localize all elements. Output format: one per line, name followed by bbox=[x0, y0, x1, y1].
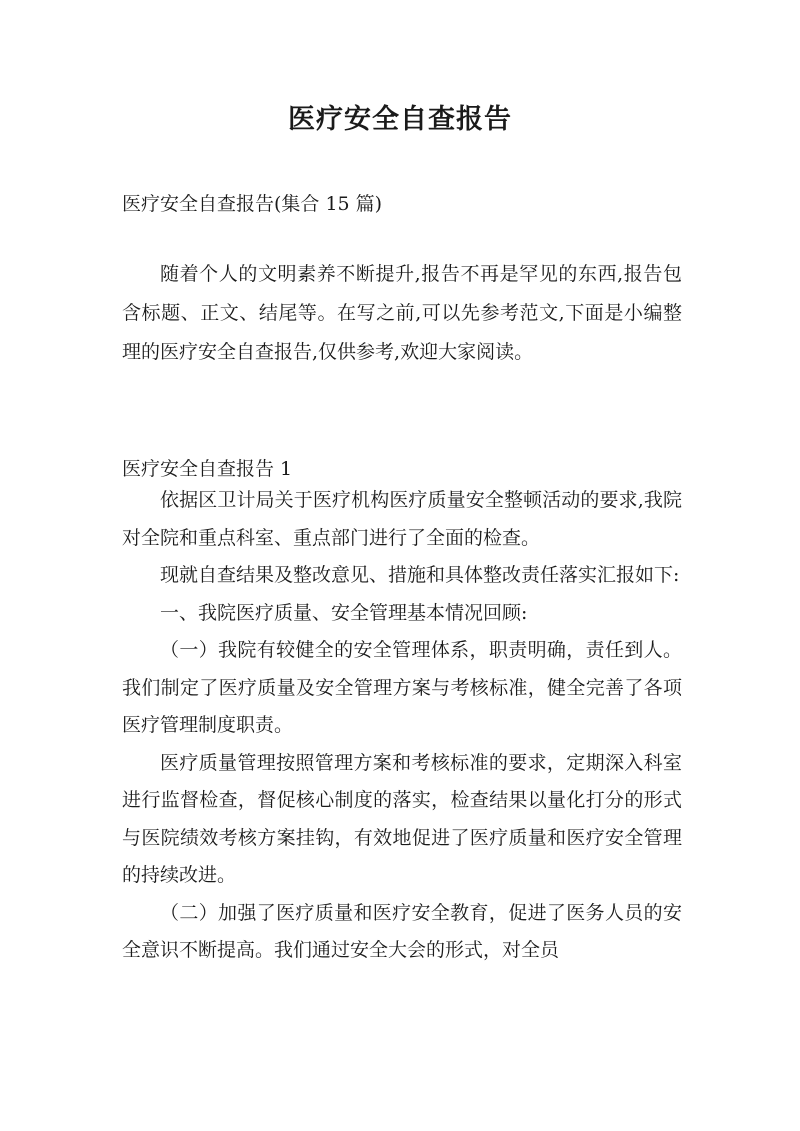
intro-paragraph: 随着个人的文明素养不断提升,报告不再是罕见的东西,报告包含标题、正文、结尾等。在写之前,可以先参考范文,下面是小编整理的医疗安全自查报告,仅供参考,欢迎大家阅读。 bbox=[122, 263, 682, 363]
body-paragraph: 现就自查结果及整改意见、措施和具体整改责任落实汇报如下: bbox=[160, 564, 680, 586]
document-title: 医疗安全自查报告 bbox=[288, 104, 512, 135]
body-paragraph: 依据区卫计局关于医疗机构医疗质量安全整顿活动的要求,我院对全院和重点科室、重点部门进行了全面的检查。 bbox=[122, 489, 682, 549]
section-body bbox=[122, 482, 682, 970]
body-paragraph: （二）加强了医疗质量和医疗安全教育，促进了医务人员的安全意识不断提高。我们通过安全大会的形式，对全员 bbox=[122, 901, 682, 961]
document-subtitle: 医疗安全自查报告(集合 15 篇) bbox=[122, 193, 383, 215]
body-paragraph: 医疗质量管理按照管理方案和考核标准的要求，定期深入科室进行监督检查，督促核心制度的落实，检查结果以量化打分的形式与医院绩效考核方案挂钩，有效地促进了医疗质量和医疗安全管理的持续改进。 bbox=[122, 751, 682, 886]
body-paragraph: 一、我院医疗质量、安全管理基本情况回顾: bbox=[160, 601, 528, 624]
section-heading: 医疗安全自查报告 1 bbox=[122, 458, 293, 480]
body-paragraph: （一）我院有较健全的安全管理体系，职责明确，责任到人。我们制定了医疗质量及安全管理方案与考核标准，健全完善了各项医疗管理制度职责。 bbox=[122, 639, 682, 736]
